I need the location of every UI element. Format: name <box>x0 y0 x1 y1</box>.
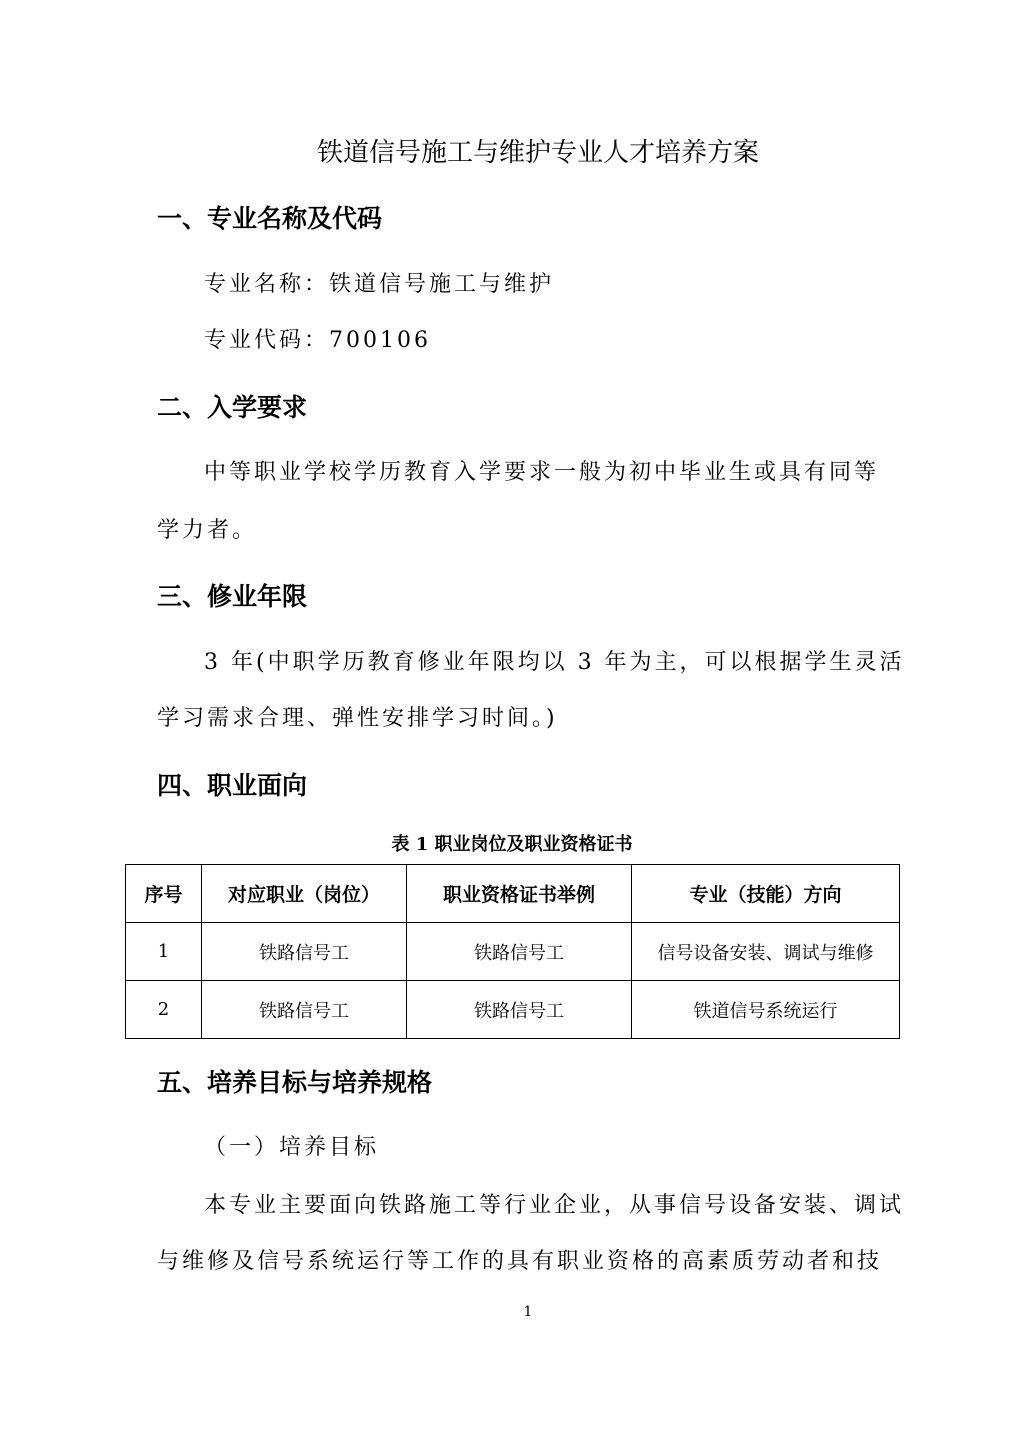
cell-certificate: 铁路信号工 <box>407 923 632 981</box>
section-4-heading: 四、职业面向 <box>157 771 308 800</box>
header-index: 序号 <box>126 865 202 923</box>
major-name-line: 专业名称：铁道信号施工与维护 <box>204 272 555 297</box>
major-code-line: 专业代码：700106 <box>204 328 431 353</box>
section-5-paragraph-line-1: 本专业主要面向铁路施工等行业企业，从事信号设备安装、调试 <box>204 1193 905 1218</box>
table-caption: 表 1 职业岗位及职业资格证书 <box>391 834 633 855</box>
section-5-paragraph-line-2: 与维修及信号系统运行等工作的具有职业资格的高素质劳动者和技 <box>157 1249 883 1274</box>
section-1-heading: 一、专业名称及代码 <box>157 204 383 233</box>
section-3-heading: 三、修业年限 <box>157 582 308 611</box>
cell-certificate: 铁路信号工 <box>407 981 632 1039</box>
header-occupation: 对应职业（岗位） <box>202 865 407 923</box>
section-5-heading: 五、培养目标与培养规格 <box>157 1068 433 1097</box>
section-2-paragraph-line-1: 中等职业学校学历教育入学要求一般为初中毕业生或具有同等 <box>204 460 880 485</box>
cell-direction: 信号设备安装、调试与维修 <box>632 923 900 981</box>
section-2-heading: 二、入学要求 <box>157 393 308 422</box>
table-row <box>126 981 900 1039</box>
section-3-paragraph-line-1: 3 年(中职学历教育修业年限均以 3 年为主，可以根据学生灵活 <box>204 650 905 675</box>
cell-occupation: 铁路信号工 <box>202 981 407 1039</box>
header-direction: 专业（技能）方向 <box>632 865 900 923</box>
cell-direction: 铁道信号系统运行 <box>632 981 900 1039</box>
subsection-heading: （一）培养目标 <box>204 1135 380 1160</box>
section-3-paragraph-line-2: 学习需求合理、弹性安排学习时间。) <box>157 706 558 731</box>
table-header-row <box>126 865 900 923</box>
document-title: 铁道信号施工与维护专业人才培养方案 <box>316 138 759 168</box>
page-number: 1 <box>523 1304 533 1320</box>
cell-index: 2 <box>126 981 202 1039</box>
header-certificate: 职业资格证书举例 <box>407 865 632 923</box>
cell-occupation: 铁路信号工 <box>202 923 407 981</box>
occupation-table <box>125 864 900 1039</box>
cell-index: 1 <box>126 923 202 981</box>
table-row <box>126 923 900 981</box>
section-2-paragraph-line-2: 学力者。 <box>157 518 258 543</box>
